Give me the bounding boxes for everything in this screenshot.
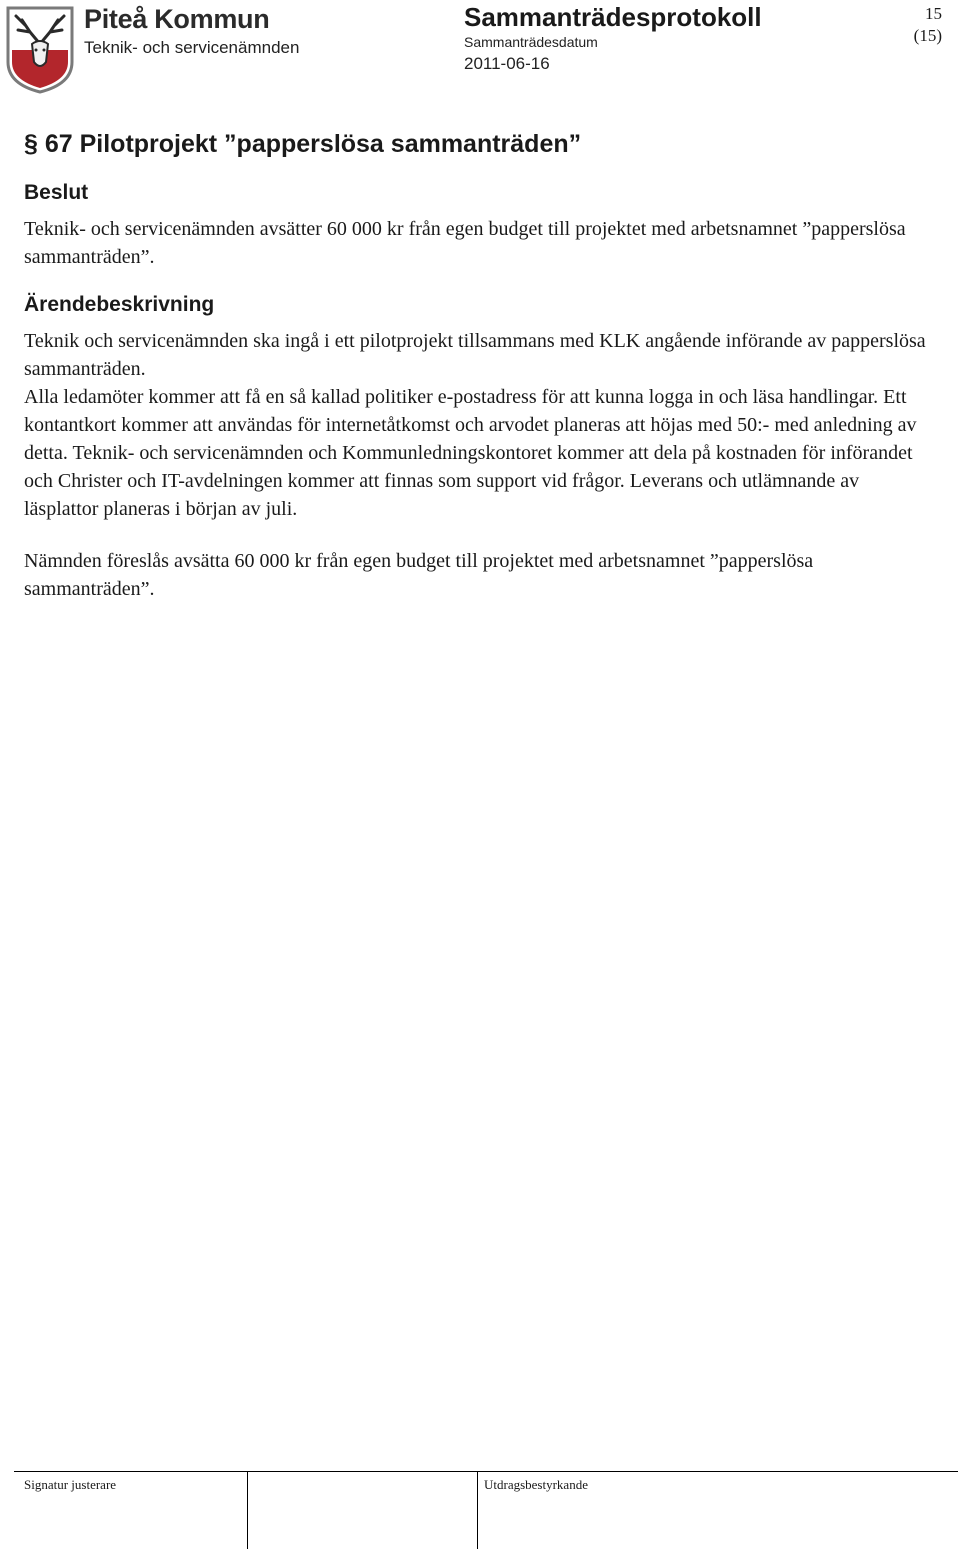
signature-label: Signatur justerare xyxy=(24,1477,117,1492)
description-paragraph-2: Alla ledamöter kommer att få en så kallad politiker e-postadress för att kunna logga in och läsa handlingar. Ett kontantkort kommer att användas för internetåtkomst och arvodet planeras att höjas med 50:- med anledning av detta. Teknik- och servicenämnden och Kommunledningskontoret kommer att dela på kostnaden för införandet och Christer och IT-avdelningen kommer att finnas som support vid frågor. Leverans och utlämnande av läsplattor planeras i början av juli. xyxy=(24,386,917,520)
extract-label: Utdragsbestyrkande xyxy=(484,1477,588,1492)
footer-divider xyxy=(14,1471,958,1472)
section-heading: § 67 Pilotprojekt ”papperslösa sammanträden” xyxy=(24,130,582,158)
decision-heading: Beslut xyxy=(24,181,89,204)
decision-text: Teknik- och servicenämnden avsätter 60 000 kr från egen budget till projektet med arbetsnamnet ”papperslösa sammanträden”. xyxy=(24,218,906,268)
footer-column-divider xyxy=(247,1471,248,1549)
page-number: 15 xyxy=(925,4,942,23)
description-heading: Ärendebeskrivning xyxy=(24,293,215,316)
proposal-text: Nämnden föreslås avsätta 60 000 kr från egen budget till projektet med arbetsnamnet ”papperslösa sammanträden”. xyxy=(24,550,814,600)
date-label: Sammanträdesdatum xyxy=(464,34,598,50)
footer-column-divider xyxy=(477,1471,478,1549)
document-title: Sammanträdesprotokoll xyxy=(464,2,762,32)
description-paragraph-1: Teknik och servicenämnden ska ingå i ett pilotprojekt tillsammans med KLK angående införande av papperslösa sammanträden. xyxy=(24,330,926,380)
date-value: 2011-06-16 xyxy=(464,54,550,73)
protocol-content xyxy=(24,130,936,603)
page-total: (15) xyxy=(913,26,942,45)
committee-name: Teknik- och servicenämnden xyxy=(84,38,300,57)
municipality-logo-icon xyxy=(4,4,76,94)
municipality-name: Piteå Kommun xyxy=(84,4,270,34)
